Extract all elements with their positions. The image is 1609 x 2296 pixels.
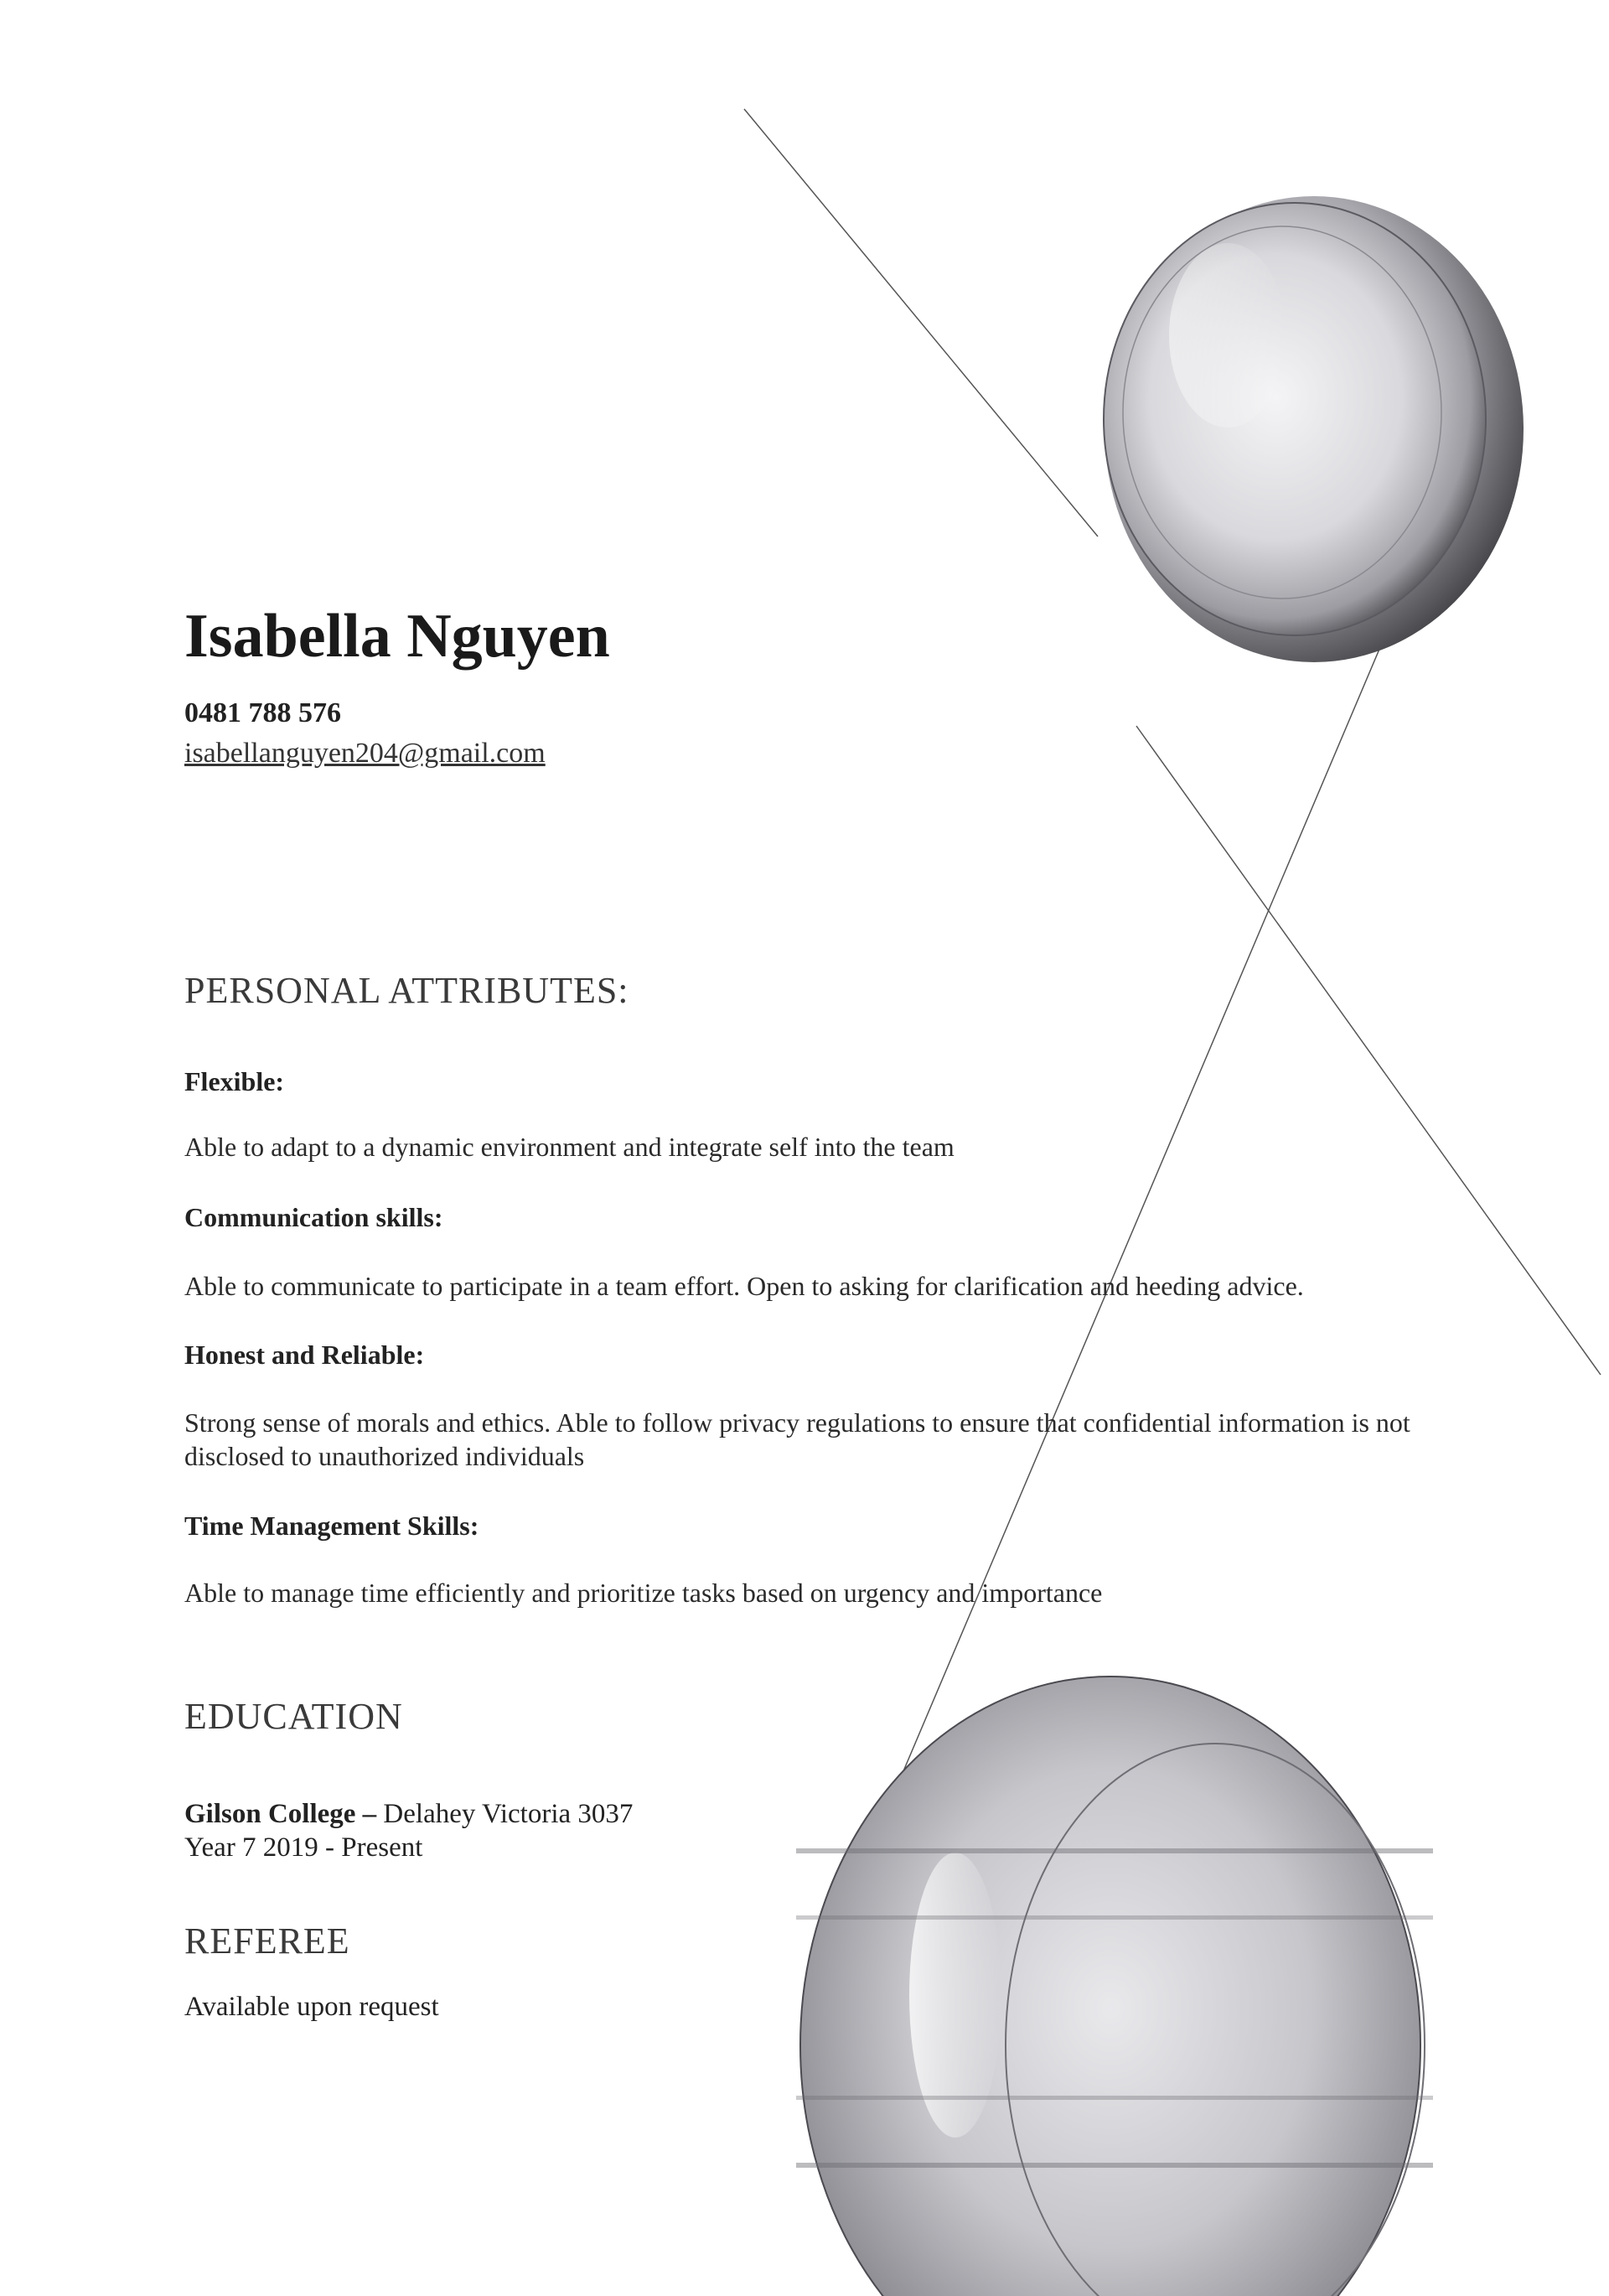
school-name: Gilson College [184, 1799, 356, 1829]
education-heading: EDUCATION [184, 1696, 403, 1737]
education-school-line [184, 1797, 633, 1831]
school-separator: – [355, 1799, 384, 1829]
referee-text: Available upon request [184, 1992, 439, 2022]
attribute-description: Able to communicate to participate in a team effort. Open to asking for clarification and heeding advice. [184, 1271, 1304, 1301]
attribute-title: Communication skills: [184, 1202, 443, 1232]
candidate-name: Isabella Nguyen [184, 602, 610, 671]
phone-number: 0481 788 576 [184, 697, 341, 728]
attribute-title: Honest and Reliable: [184, 1340, 425, 1370]
attribute-title: Flexible: [184, 1066, 285, 1096]
personal-attributes-heading: PERSONAL ATTRIBUTES: [184, 970, 629, 1011]
decor-disc-bottom [796, 1677, 1433, 2296]
referee-heading: REFEREE [184, 1920, 350, 1962]
education-period: Year 7 2019 - Present [184, 1832, 423, 1863]
decor-line [744, 109, 1098, 536]
email-link[interactable]: isabellanguyen204@gmail.com [184, 738, 546, 769]
attribute-description: Able to manage time efficiently and prioritize tasks based on urgency and importance [184, 1578, 1103, 1608]
attribute-description: Strong sense of morals and ethics. Able to follow privacy regulations to ensure that confidential information is not disclosed to unauthorized individuals [184, 1407, 1410, 1471]
decor-disc-top [1104, 196, 1524, 662]
attribute-title: Time Management Skills: [184, 1511, 479, 1541]
attribute-description: Able to adapt to a dynamic environment and integrate self into the team [184, 1132, 955, 1162]
school-location: Delahey Victoria 3037 [383, 1799, 634, 1829]
